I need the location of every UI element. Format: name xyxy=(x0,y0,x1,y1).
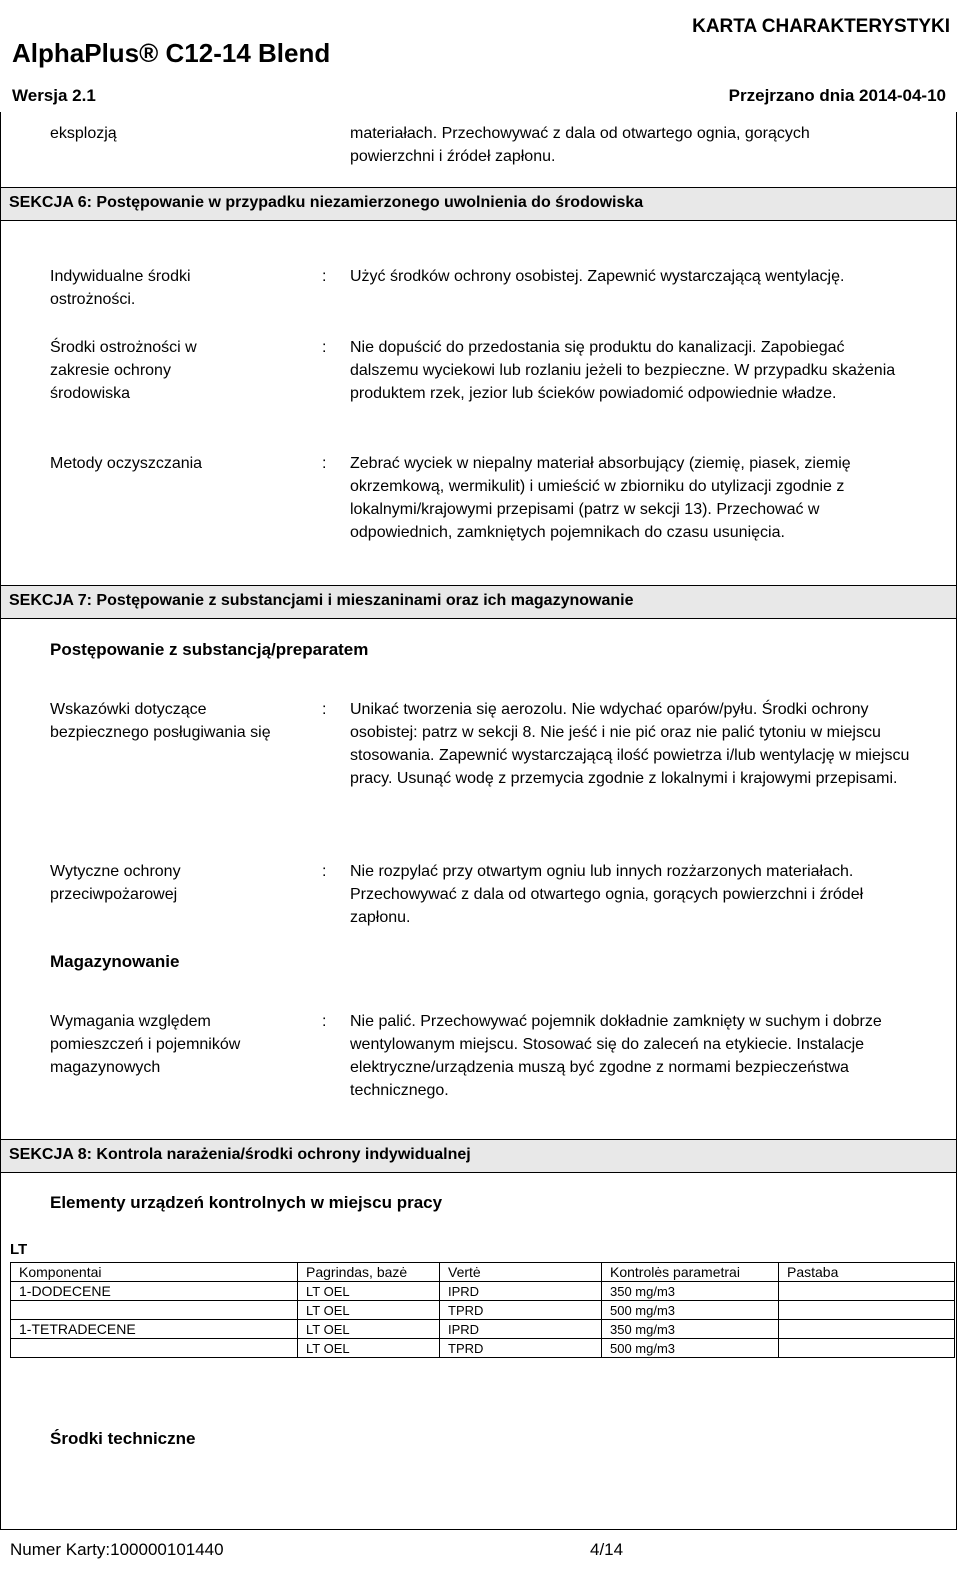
s6-value-cleanup: Zebrać wyciek w niepalny materiał absorbujący (ziemię, piasek, ziemię okrzemkową, wermikulit) i umieścić w zbiorniku do utylizacji zgodnie z lokalnymi/krajowymi przepisami (patrz w sekcji 13). Przechować w odpowiednich, zamkniętych pojemnikach do czasu usunięcia. xyxy=(350,455,851,541)
carryover-label: eksplozją xyxy=(50,125,117,142)
table-cell xyxy=(779,1320,955,1339)
table-header-cell: Pagrindas, bazė xyxy=(298,1263,440,1282)
table-header-cell: Komponentai xyxy=(11,1263,298,1282)
table-cell: LT OEL xyxy=(298,1301,440,1320)
s7-value-storage: Nie palić. Przechowywać pojemnik dokładnie zamknięty w suchym i dobrze wentylowanym miejscu. Stosować się do zaleceń na etykiecie. Instalacje elektryczne/urządzenia muszą być zgodne z normami bezpieczeństwa technicznego. xyxy=(350,1013,882,1099)
s7-subheading-handling: Postępowanie z substancją/preparatem xyxy=(50,640,369,659)
table-cell xyxy=(779,1339,955,1358)
table-cell: LT OEL xyxy=(298,1282,440,1301)
colon: : xyxy=(322,339,327,356)
s8-subheading-controls: Elementy urządzeń kontrolnych w miejscu pracy xyxy=(50,1193,443,1212)
table-cell: 500 mg/m3 xyxy=(602,1301,779,1320)
table-cell: 500 mg/m3 xyxy=(602,1339,779,1358)
page-number: 4/14 xyxy=(590,1540,624,1559)
table-cell xyxy=(779,1301,955,1320)
s8-subheading-technical: Środki techniczne xyxy=(50,1429,196,1448)
s6-label-environment: Środki ostrożności w zakresie ochrony środowiska xyxy=(50,339,197,402)
table-cell: LT OEL xyxy=(298,1339,440,1358)
exposure-limits-table xyxy=(10,1262,955,1358)
colon: : xyxy=(322,701,327,718)
colon: : xyxy=(322,1013,327,1030)
s7-value-safe-handling: Unikać tworzenia się aerozolu. Nie wdychać oparów/pyłu. Środki ochrony osobistej: patrz w sekcji 8. Nie jeść i nie pić oraz nie palić tytoniu w miejscu stosowania. Zapewnić wystarczającą ilość powietrza i/lub wentylację w miejscu pracy. Usunąć wodę z przemycia zgodnie z lokalnymi i krajowymi przepisami. xyxy=(350,701,910,787)
table-header-cell: Pastaba xyxy=(779,1263,955,1282)
country-code: LT xyxy=(10,1241,28,1258)
revision-date: Przejrzano dnia 2014-04-10 xyxy=(728,86,946,105)
table-cell: IPRD xyxy=(440,1282,602,1301)
s6-label-cleanup: Metody oczyszczania xyxy=(50,455,203,472)
s7-label-storage: Wymagania względem pomieszczeń i pojemników magazynowych xyxy=(50,1013,241,1076)
colon: : xyxy=(322,863,327,880)
table-row xyxy=(11,1282,955,1301)
table-cell: TPRD xyxy=(440,1301,602,1320)
card-number: Numer Karty:100000101440 xyxy=(10,1540,224,1559)
s6-label-personal: Indywidualne środki ostrożności. xyxy=(50,268,191,308)
table-cell: LT OEL xyxy=(298,1320,440,1339)
table-cell xyxy=(11,1339,298,1358)
version: Wersja 2.1 xyxy=(12,86,96,105)
s7-value-fire: Nie rozpylać przy otwartym ogniu lub innych rozżarzonych materiałach. Przechowywać z dala od otwartego ognia, gorących powierzchni i źródeł zapłonu. xyxy=(350,863,864,926)
table-cell: 350 mg/m3 xyxy=(602,1320,779,1339)
s7-label-safe-handling: Wskazówki dotyczące bezpiecznego posługiwania się xyxy=(50,701,271,741)
table-cell: 350 mg/m3 xyxy=(602,1282,779,1301)
table-header-cell: Kontrolės parametrai xyxy=(602,1263,779,1282)
colon: : xyxy=(322,268,327,285)
table-cell: 1-DODECENE xyxy=(11,1282,298,1301)
product-name: AlphaPlus® C12-14 Blend xyxy=(12,38,331,68)
carryover-value: materiałach. Przechowywać z dala od otwartego ognia, gorących powierzchni i źródeł zapłonu. xyxy=(350,125,810,165)
table-header-row xyxy=(11,1263,955,1282)
table-cell xyxy=(779,1282,955,1301)
s6-value-personal: Użyć środków ochrony osobistej. Zapewnić wystarczającą wentylację. xyxy=(350,268,845,285)
table-cell: 1-TETRADECENE xyxy=(11,1320,298,1339)
table-header-cell: Vertė xyxy=(440,1263,602,1282)
table-row xyxy=(11,1301,955,1320)
s7-label-fire: Wytyczne ochrony przeciwpożarowej xyxy=(50,863,181,903)
section-7-title: SEKCJA 7: Postępowanie z substancjami i mieszaninami oraz ich magazynowanie xyxy=(1,585,956,619)
document-type: KARTA CHARAKTERYSTYKI xyxy=(692,16,950,37)
table-cell xyxy=(11,1301,298,1320)
s6-value-environment: Nie dopuścić do przedostania się produktu do kanalizacji. Zapobiegać dalszemu wyciekowi lub rozlaniu jeżeli to bezpieczne. W przypadku skażenia produktem rzek, jezior lub ścieków powiadomić odpowiednie władze. xyxy=(350,339,896,402)
s7-subheading-storage: Magazynowanie xyxy=(50,952,180,971)
colon: : xyxy=(322,455,327,472)
table-cell: IPRD xyxy=(440,1320,602,1339)
table-row xyxy=(11,1339,955,1358)
table-cell: TPRD xyxy=(440,1339,602,1358)
table-row xyxy=(11,1320,955,1339)
section-8-title: SEKCJA 8: Kontrola narażenia/środki ochrony indywidualnej xyxy=(1,1139,956,1173)
section-6-title: SEKCJA 6: Postępowanie w przypadku niezamierzonego uwolnienia do środowiska xyxy=(1,187,956,221)
